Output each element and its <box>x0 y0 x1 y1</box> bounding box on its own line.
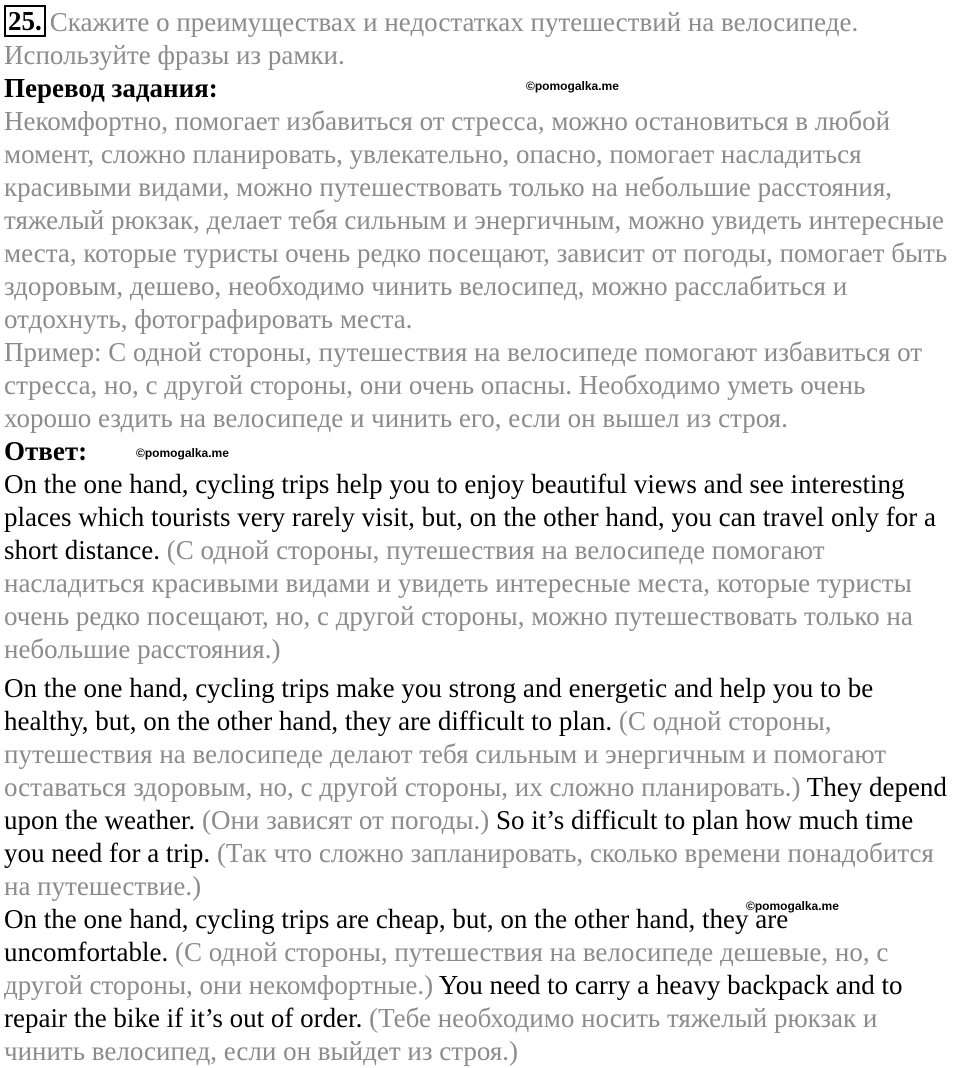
answer-2-english-1: On the one hand, cycling trips make you strong and energetic and help you to be healthy, but, on the other hand, they are difficult to plan. <box>4 673 874 736</box>
task-statement <box>4 5 956 39</box>
answer-3-english-2: You need to carry a heavy backpack and to repair the bike if it’s out of order. <box>4 970 903 1033</box>
example-text: Пример: С одной стороны, путешествия на велосипеде помогают избавиться от стресса, но, с другой стороны, они очень опасны. Необходимо уметь очень хорошо ездить на велосипеде и чинить его, если он вышел из строя. <box>4 337 923 433</box>
answer-1-russian: (С одной стороны, путешествия на велосипеде помогают насладиться красивыми видами и увидеть интересные места, которые туристы очень редко посещают, но, с другой стороны, можно путешествовать только на небольшие расстояния.) <box>4 535 913 664</box>
answer-paragraph-2 <box>4 672 956 913</box>
phrases-text: Некомфортно, помогает избавиться от стресса, можно остановиться в любой момент, сложно планировать, увлекательно, опасно, помогает насладиться красивыми видами, можно путешествовать только на небольшие расстояния, тяжелый рюкзак, делает тебя сильным и энергичным, можно увидеть интересные места, которые туристы очень редко посещают, зависит от погоды, помогает быть здоровым, дешево, необходимо чинить велосипед, можно расслабиться и отдохнуть, фотографировать места. <box>4 106 948 334</box>
task-text-line-1: Скажите о преимуществах и недостатках путешествий на велосипеде. <box>49 7 859 37</box>
watermark-2: ©pomogalka.me <box>136 446 229 460</box>
task-number: 25. <box>4 5 46 37</box>
task-text-line-2: Используйте фразы из рамки. <box>4 40 345 70</box>
answer-2-russian-3: (Так что сложно запланировать, сколько времени понадобится на путешествие.) <box>4 838 934 901</box>
watermark-3: ©pomogalka.me <box>746 899 839 913</box>
answer-paragraph-3 <box>4 903 956 1068</box>
answer-2-russian-1: (С одной стороны, путешествия на велосипеде делают тебя сильным и энергичным и помогают оставаться здоровым, но, с другой стороны, их сложно планировать.) <box>4 706 887 802</box>
answer-2-english-2: They depend upon the weather. <box>4 772 947 835</box>
answer-2-english-3: So it’s difficult to plan how much time you need for a trip. <box>4 805 914 868</box>
answer-3-russian-2: (Тебе необходимо носить тяжелый рюкзак и чинить велосипед, если он выйдет из строя.) <box>4 1003 878 1066</box>
answer-3-english-1: On the one hand, cycling trips are cheap, but, on the other hand, they are uncomfortable. <box>4 904 789 967</box>
answer-paragraph-1 <box>4 468 956 666</box>
answer-1-english: On the one hand, cycling trips help you to enjoy beautiful views and see interesting places which tourists very rarely visit, but, on the other hand, you can travel only for a short distance. <box>4 469 936 565</box>
translation-heading: Перевод задания: <box>4 73 218 103</box>
answer-heading: Ответ: <box>4 436 88 466</box>
answer-3-russian-1: (С одной стороны, путешествия на велосипеде дешевые, но, с другой стороны, они некомфортные.) <box>4 937 889 1000</box>
watermark-1: ©pomogalka.me <box>526 79 619 93</box>
answer-heading-row <box>4 435 956 468</box>
answer-2-russian-2: (Они зависят от погоды.) <box>201 805 490 835</box>
translation-heading-row <box>4 72 956 105</box>
document-page <box>4 5 956 1068</box>
